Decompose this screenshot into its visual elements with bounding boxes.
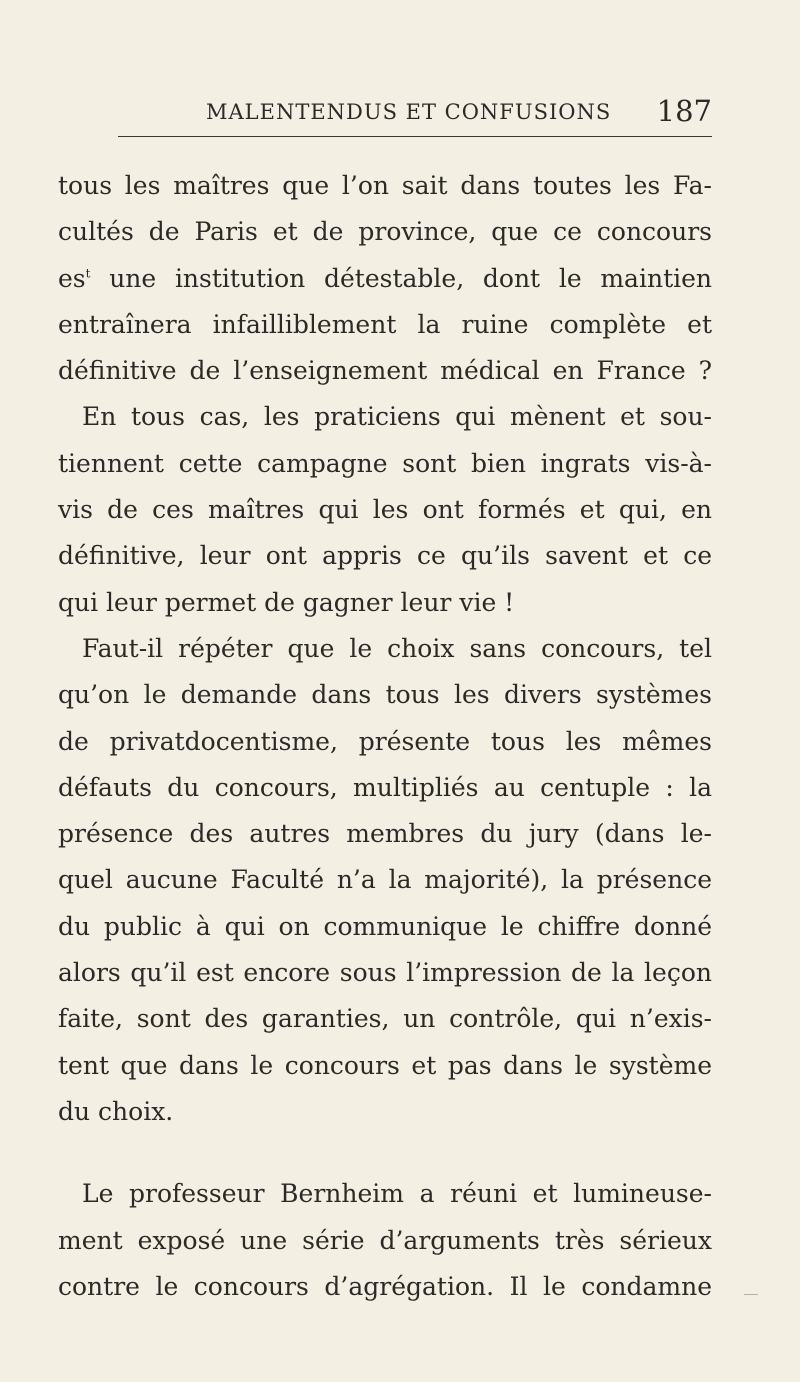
text-line: Faut-il répéter que le choix sans concours, tel — [82, 633, 712, 663]
body-text — [58, 163, 712, 1310]
text-line: définitive de l’enseignement médical en France ? — [58, 356, 712, 386]
text-line: du public à qui on communique le chiffre donné — [58, 911, 712, 941]
text-line: Le professeur Bernheim a réuni et lumineuse- — [82, 1179, 712, 1209]
text-line: ment exposé une série d’arguments très sérieux — [58, 1225, 712, 1255]
text-line-with-footnote — [58, 256, 712, 302]
page-number: 187 — [656, 94, 712, 128]
paragraph — [58, 1171, 712, 1310]
text-line: entraînera infailliblement la ruine complète et — [58, 309, 712, 339]
text-line: défauts du concours, multipliés au centuple : la — [58, 772, 712, 802]
paragraph — [58, 394, 712, 625]
text-line: quel aucune Faculté n’a la majorité), la présence — [58, 865, 712, 895]
header-rule — [118, 136, 712, 137]
text-line: définitive, leur ont appris ce qu’ils savent et ce — [58, 541, 712, 571]
text-line: de privatdocentisme, présente tous les mêmes — [58, 726, 712, 756]
text-line: tent que dans le concours et pas dans le système — [58, 1050, 712, 1080]
text-line: qu’on le demande dans tous les divers systèmes — [58, 680, 712, 710]
text-line: tous les maîtres que l’on sait dans toutes les Fa- — [58, 171, 712, 200]
text-line: alors qu’il est encore sous l’impression de la leçon — [58, 958, 712, 988]
ink-mark — [744, 1294, 758, 1295]
text-line: qui leur permet de gagner leur vie ! — [58, 587, 515, 617]
paragraph — [58, 626, 712, 1135]
running-head — [118, 92, 712, 136]
paragraph-spacer — [58, 1135, 712, 1171]
text-line: du choix. — [58, 1096, 174, 1126]
superscript-mark: t — [85, 266, 91, 281]
text-line: contre le concours d’agrégation. Il le condamne — [58, 1271, 712, 1301]
text-line: tiennent cette campagne sont bien ingrats vis-à- — [58, 448, 712, 478]
text-line: En tous cas, les praticiens qui mènent et sou- — [82, 402, 712, 432]
word-fragment: es — [58, 263, 86, 293]
text-line-rest: une institution détestable, dont le maintien — [109, 263, 713, 293]
paragraph — [58, 163, 712, 394]
text-line: cultés de Paris et de province, que ce concours — [58, 217, 712, 247]
running-title: MALENTENDUS ET CONFUSIONS — [206, 100, 612, 124]
text-line: vis de ces maîtres qui les ont formés et qui, en — [58, 495, 712, 525]
text-line: faite, sont des garanties, un contrôle, qui n’exis- — [58, 1004, 712, 1034]
text-line: présence des autres membres du jury (dans le- — [58, 819, 712, 849]
